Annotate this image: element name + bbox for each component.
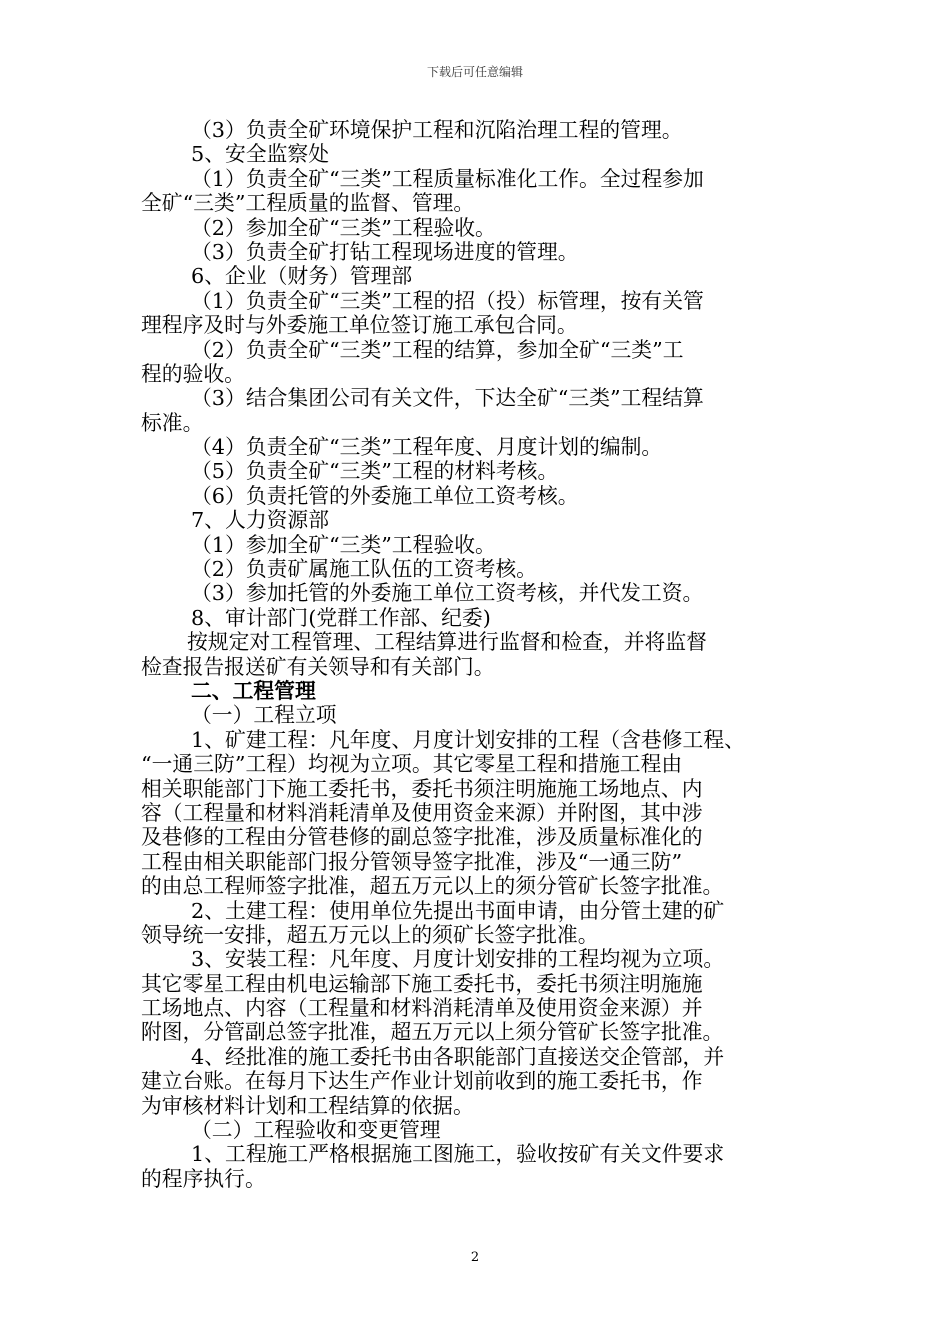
chapter-heading: 二、工程管理 bbox=[191, 677, 316, 703]
paragraph-line: （2）负责矿属施工队伍的工资考核。 bbox=[191, 557, 537, 582]
paragraph-line: 容（工程量和材料消耗清单及使用资金来源）并附图，其中涉 bbox=[141, 800, 703, 825]
paragraph-line: 工程由相关职能部门报分管领导签字批准，涉及“一通三防” bbox=[141, 849, 683, 874]
paragraph-line: （2）负责全矿“三类”工程的结算，参加全矿“三类”工 bbox=[191, 337, 684, 362]
paragraph-line: 4、经批准的施工委托书由各职能部门直接送交企管部，并 bbox=[191, 1044, 725, 1069]
paragraph-line: 检查报告报送矿有关领导和有关部门。 bbox=[141, 654, 495, 679]
paragraph-line: 工场地点、内容（工程量和材料消耗清单及使用资金来源）并 bbox=[141, 996, 703, 1021]
paragraph-line: 建立台账。在每月下达生产作业计划前收到的施工委托书，作 bbox=[141, 1069, 703, 1094]
paragraph-line: （5）负责全矿“三类”工程的材料考核。 bbox=[191, 459, 559, 484]
paragraph-line: 及巷修的工程由分管巷修的副总签字批准，涉及质量标准化的 bbox=[141, 825, 703, 850]
paragraph-line: 相关职能部门下施工委托书，委托书须注明施施工场地点、内 bbox=[141, 776, 703, 801]
section-heading: 6、企业（财务）管理部 bbox=[191, 264, 413, 289]
paragraph-line: （2）参加全矿“三类”工程验收。 bbox=[191, 215, 496, 240]
paragraph-line: 3、安装工程：凡年度、月度计划安排的工程均视为立项。 bbox=[191, 947, 725, 972]
paragraph-line: （1）参加全矿“三类”工程验收。 bbox=[191, 532, 496, 557]
paragraph-line: 全矿“三类”工程质量的监督、管理。 bbox=[141, 191, 475, 216]
paragraph-line: 附图，分管副总签字批准，超五万元以上须分管矿长签字批准。 bbox=[141, 1020, 724, 1045]
paragraph-line: 1、矿建工程：凡年度、月度计划安排的工程（含巷修工程、 bbox=[191, 727, 745, 752]
paragraph-line: 标准。 bbox=[141, 410, 204, 435]
paragraph-line: 理程序及时与外委施工单位签订施工承包合同。 bbox=[141, 313, 578, 338]
paragraph-line: 1、工程施工严格根据施工图施工，验收按矿有关文件要求 bbox=[191, 1142, 725, 1167]
paragraph-line: “一通三防”工程）均视为立项。其它零星工程和措施工程由 bbox=[141, 752, 683, 777]
paragraph-line: （3）负责全矿打钻工程现场进度的管理。 bbox=[191, 239, 579, 264]
paragraph-line: 的由总工程师签字批准，超五万元以上的须分管矿长签字批准。 bbox=[141, 874, 724, 899]
document-body bbox=[141, 118, 811, 1191]
page-header: 下载后可任意编辑 bbox=[426, 65, 523, 79]
page-number: 2 bbox=[470, 1250, 480, 1265]
subsection-heading: （二）工程验收和变更管理 bbox=[191, 1118, 441, 1143]
paragraph-line: 程的验收。 bbox=[141, 361, 245, 386]
paragraph-line: （4）负责全矿“三类”工程年度、月度计划的编制。 bbox=[191, 435, 663, 460]
section-heading: 7、人力资源部 bbox=[191, 508, 330, 533]
subsection-heading: （一）工程立项 bbox=[191, 703, 337, 728]
paragraph-line: 其它零星工程由机电运输部下施工委托书，委托书须注明施施 bbox=[141, 971, 703, 996]
paragraph-line: 按规定对工程管理、工程结算进行监督和检查，并将监督 bbox=[187, 630, 707, 655]
section-heading: 5、安全监察处 bbox=[191, 142, 330, 167]
paragraph-line: （6）负责托管的外委施工单位工资考核。 bbox=[191, 483, 579, 508]
paragraph-line: （3）参加托管的外委施工单位工资考核，并代发工资。 bbox=[191, 581, 704, 606]
paragraph-line: （1）负责全矿“三类”工程的招（投）标管理，按有关管 bbox=[191, 288, 704, 313]
paragraph-line: 的程序执行。 bbox=[141, 1166, 266, 1191]
paragraph-line: 为审核材料计划和工程结算的依据。 bbox=[141, 1093, 474, 1118]
section-heading: 8、审计部门(党群工作部、纪委) bbox=[191, 605, 491, 630]
paragraph-line: （3）结合集团公司有关文件，下达全矿“三类”工程结算 bbox=[191, 386, 704, 411]
paragraph-line: （3）负责全矿环境保护工程和沉陷治理工程的管理。 bbox=[191, 118, 683, 142]
paragraph-line: （1）负责全矿“三类”工程质量标准化工作。全过程参加 bbox=[191, 166, 704, 191]
paragraph-line: 领导统一安排，超五万元以上的须矿长签字批准。 bbox=[141, 922, 599, 947]
paragraph-line: 2、土建工程：使用单位先提出书面申请，由分管土建的矿 bbox=[191, 898, 725, 923]
